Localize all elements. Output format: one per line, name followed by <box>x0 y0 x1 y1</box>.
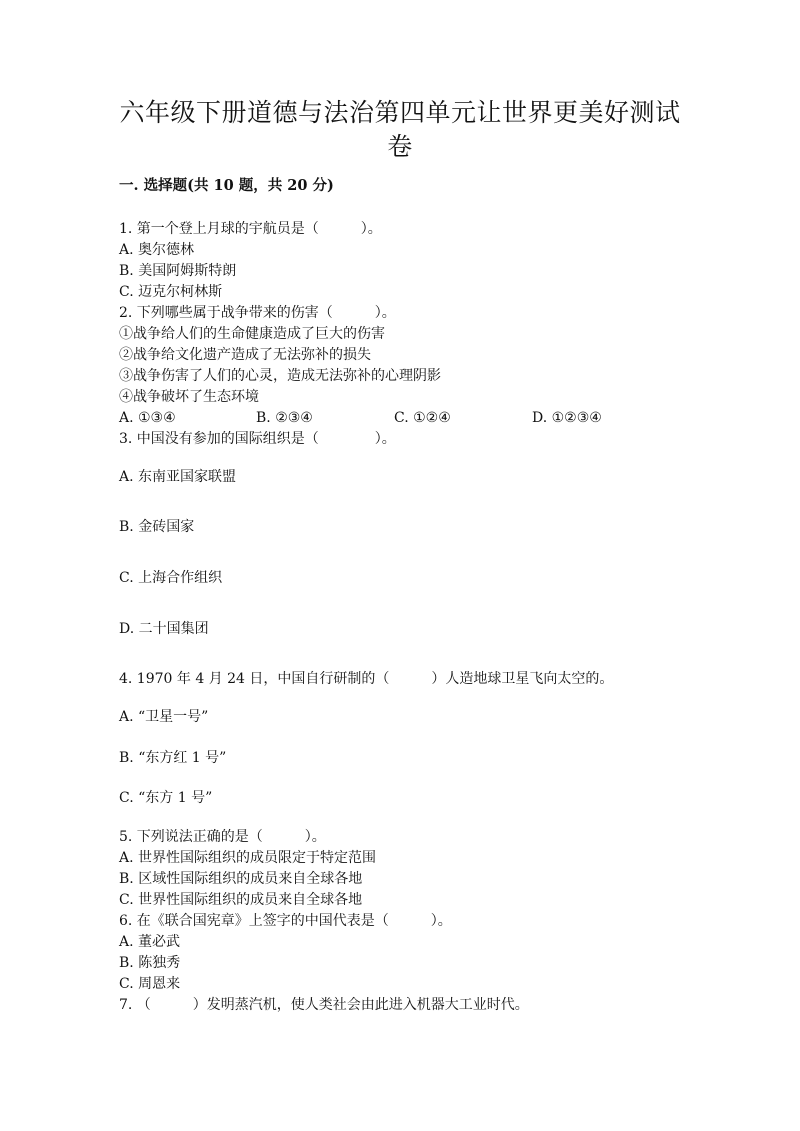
question-3-option-d: D. 二十国集团 <box>119 621 209 637</box>
question-1-option-a: A. 奥尔德林 <box>119 242 195 258</box>
question-5-option-b: B. 区域性国际组织的成员来自全球各地 <box>119 871 363 887</box>
question-5-option-c: C. 世界性国际组织的成员来自全球各地 <box>119 892 363 908</box>
question-4-option-b: B. “东方红 1 号” <box>119 750 227 766</box>
question-2-stem: 2. 下列哪些属于战争带来的伤害（ ）。 <box>119 305 396 321</box>
question-2-option-c: C. ①②④ <box>394 410 451 426</box>
question-4-stem: 4. 1970 年 4 月 24 日，中国自行研制的（ ）人造地球卫星飞向太空的。 <box>119 671 614 687</box>
question-3-option-a: A. 东南亚国家联盟 <box>119 469 237 485</box>
question-2-statement-3: ③战争伤害了人们的心灵，造成无法弥补的心理阴影 <box>119 368 441 384</box>
question-6-option-a: A. 董必武 <box>119 934 181 950</box>
document-title: 六年级下册道德与法治第四单元让世界更美好测试卷 <box>119 98 681 161</box>
question-2-option-d: D. ①②③④ <box>532 410 602 426</box>
question-7-stem: 7. （ ）发明蒸汽机，使人类社会由此进入机器大工业时代。 <box>119 997 529 1013</box>
question-4-option-c: C. “东方 1 号” <box>119 790 213 806</box>
question-1-option-c: C. 迈克尔柯林斯 <box>119 284 223 300</box>
question-2-statement-2: ②战争给文化遗产造成了无法弥补的损失 <box>119 347 371 363</box>
question-1-option-b: B. 美国阿姆斯特朗 <box>119 263 237 279</box>
question-3-option-c: C. 上海合作组织 <box>119 570 223 586</box>
question-1-stem: 1. 第一个登上月球的宇航员是（ ）。 <box>119 221 382 237</box>
question-3-stem: 3. 中国没有参加的国际组织是（ ）。 <box>119 431 396 447</box>
question-4-option-a: A. “卫星一号” <box>119 709 209 725</box>
question-6-option-c: C. 周恩来 <box>119 976 181 992</box>
question-2-option-b: B. ②③④ <box>256 410 313 426</box>
question-6-option-b: B. 陈独秀 <box>119 955 181 971</box>
question-6-stem: 6. 在《联合国宪章》上签字的中国代表是（ ）。 <box>119 913 452 929</box>
question-5-stem: 5. 下列说法正确的是（ ）。 <box>119 829 326 845</box>
question-5-option-a: A. 世界性国际组织的成员限定于特定范围 <box>119 850 377 866</box>
question-2-statement-4: ④战争破坏了生态环境 <box>119 389 259 405</box>
question-3-option-b: B. 金砖国家 <box>119 519 195 535</box>
question-2-statement-1: ①战争给人们的生命健康造成了巨大的伤害 <box>119 326 385 342</box>
question-2-option-a: A. ①③④ <box>119 410 176 426</box>
section-heading: 一. 选择题(共 10 题，共 20 分) <box>119 177 334 194</box>
